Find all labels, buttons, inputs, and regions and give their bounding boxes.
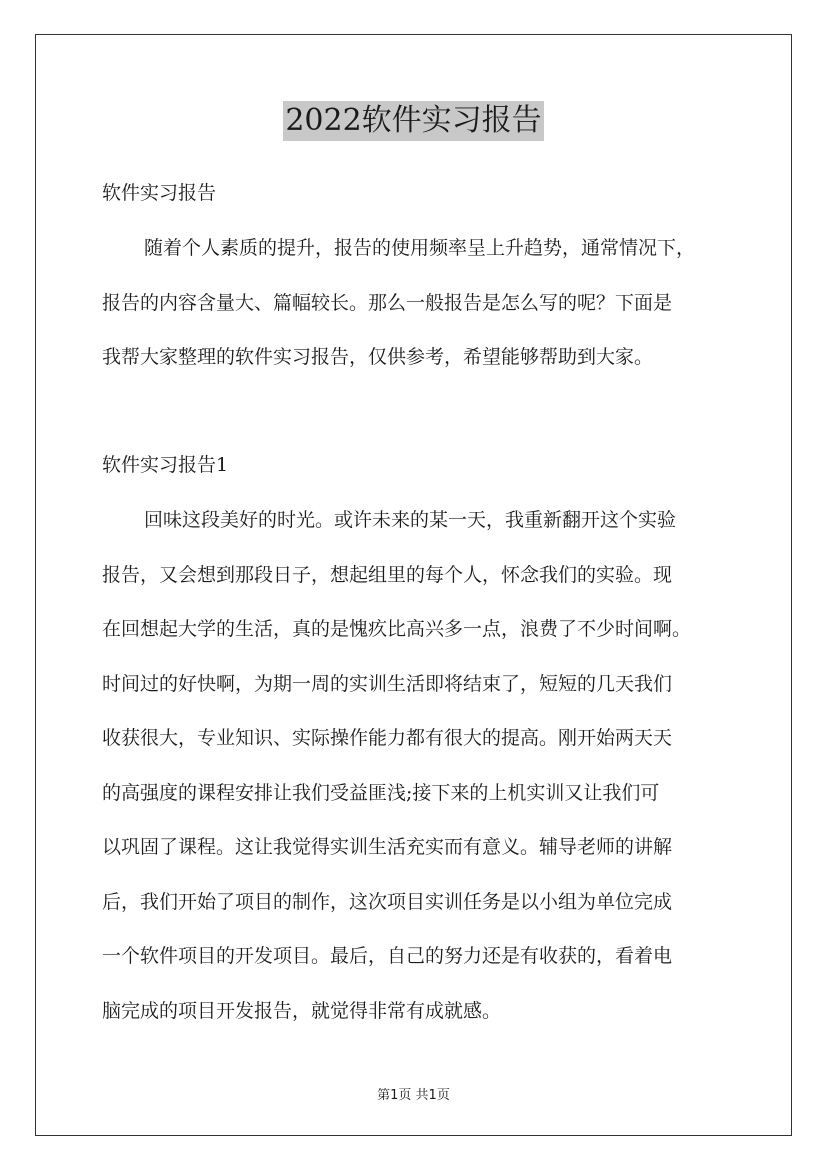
paragraph-line: 脑完成的项目开发报告，就觉得非常有成就感。 — [102, 999, 502, 1022]
section1-heading: 软件实习报告1 — [102, 454, 229, 476]
paragraph-line: 在回想起大学的生活，真的是愧疚比高兴多一点，浪费了不少时间啊。 — [102, 618, 692, 640]
paragraph-line: 一个软件项目的开发项目。最后，自己的努力还是有收获的，看着电 — [102, 945, 673, 967]
paragraph-line: 后，我们开始了项目的制作，这次项目实训任务是以小组为单位完成 — [102, 890, 673, 913]
page-number: 第1页 共1页 — [377, 1088, 450, 1103]
document-title: 2022软件实习报告 — [283, 101, 543, 141]
paragraph-line: 以巩固了课程。这让我觉得实训生活充实而有意义。辅导老师的讲解 — [102, 836, 673, 858]
intro-paragraph — [102, 221, 752, 385]
paragraph-line: 收获很大，专业知识、实际操作能力都有很大的提高。刚开始两天天 — [102, 727, 673, 749]
intro-heading: 软件实习报告 — [102, 182, 217, 204]
paragraph-line: 报告的内容含量大、篇幅较长。那么一般报告是怎么写的呢？下面是 — [102, 291, 673, 314]
paragraph-line: 时间过的好快啊，为期一周的实训生活即将结束了，短短的几天我们 — [102, 672, 673, 695]
paragraph-line: 报告，又会想到那段日子，想起组里的每个人，怀念我们的实验。现 — [102, 563, 673, 586]
section1-paragraph — [102, 493, 752, 1038]
paragraph-line: 回味这段美好的时光。或许未来的某一天，我重新翻开这个实验 — [144, 509, 677, 531]
paragraph-line: 我帮大家整理的软件实习报告，仅供参考，希望能够帮助到大家。 — [102, 346, 654, 368]
title-container — [0, 101, 827, 141]
paragraph-line: 的高强度的课程安排让我们受益匪浅;接下来的上机实训又让我们可 — [102, 781, 660, 804]
page-footer — [0, 1084, 827, 1103]
paragraph-line: 随着个人素质的提升，报告的使用频率呈上升趋势，通常情况下， — [144, 237, 696, 259]
